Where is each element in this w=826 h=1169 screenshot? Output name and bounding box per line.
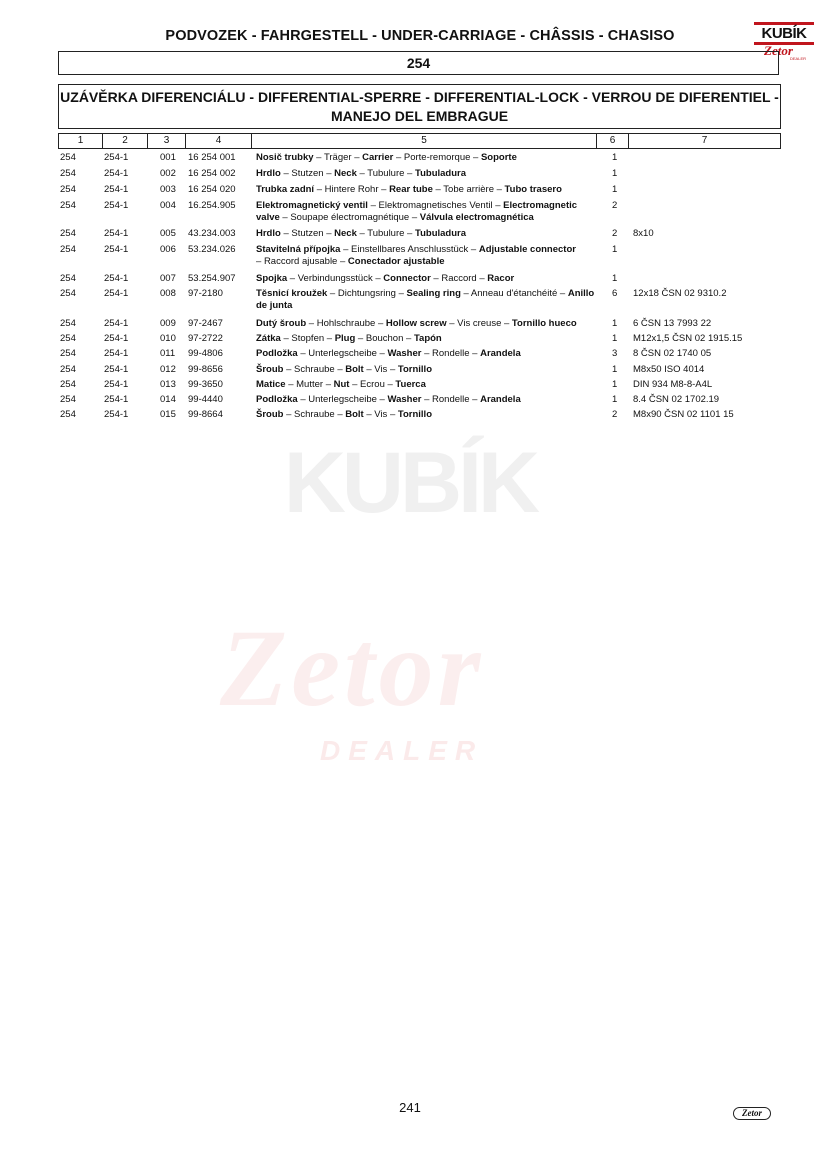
description-de: Unterlegscheibe [308,394,377,405]
description-en: Washer [387,348,422,359]
cell-position: 010 [160,333,176,344]
cell-group: 254 [60,364,76,375]
cell-quantity: 1 [612,168,618,179]
cell-quantity: 1 [612,333,618,344]
description-fr: Vis [374,409,388,420]
cell-group: 254 [60,152,76,163]
description-es: Soporte [480,152,517,163]
description-fr: Ecrou [360,379,385,390]
cell-quantity: 1 [612,364,618,375]
description-fr: Anneau d'étanchéité [470,288,558,299]
column-header-1: 1 [59,134,103,148]
description-es: Arandela [480,394,521,405]
cell-part-number: 97-2180 [188,288,223,299]
cell-description: Dutý šroub – Hohlschraube – Hollow screw – Vis creuse – Tornillo hueco [256,318,577,329]
cell-description: Zátka – Stopfen – Plug – Bouchon – Tapón [256,333,442,344]
cell-quantity: 1 [612,379,618,390]
description-cz: Hrdlo [256,228,281,239]
cell-quantity: 1 [612,273,618,284]
description-de: Mutter [296,379,324,390]
description-cz: Těsnicí kroužek [256,288,328,299]
cell-group: 254 [60,228,76,239]
cell-position: 002 [160,168,176,179]
description-cz: Elektromagnetický ventil [256,200,368,211]
dealer-logo-text: DEALER [790,56,807,61]
cell-group: 254 [60,168,76,179]
description-de: Hohlschraube [316,318,376,329]
cell-part-number: 16 254 002 [188,168,236,179]
cell-group: 254 [60,379,76,390]
cell-quantity: 2 [612,228,618,239]
description-cz: Hrdlo [256,168,281,179]
cell-description: Hrdlo – Stutzen – Neck – Tubulure – Tubuladura [256,168,467,179]
description-de: Schraube [294,409,335,420]
cell-note: 8.4 ČSN 02 1702.19 [633,394,720,405]
cell-position: 014 [160,394,176,405]
page-title: PODVOZEK - FAHRGESTELL - UNDER-CARRIAGE - CHÂSSIS - CHASISO [165,28,675,44]
description-en: Neck [334,168,357,179]
cell-group: 254 [60,244,76,255]
description-cz: Zátka [256,333,281,344]
description-fr: Bouchon [365,333,404,344]
cell-description: Šroub – Schraube – Bolt – Vis – Tornillo [256,409,432,420]
cell-position: 009 [160,318,176,329]
cell-part-number: 97-2467 [188,318,223,329]
cell-quantity: 1 [612,318,618,329]
cell-part-number: 99-3650 [188,379,223,390]
description-cz: Šroub [256,409,284,420]
cell-part-number: 16.254.905 [188,200,236,211]
description-es: Arandela [480,348,521,359]
cell-subgroup: 254-1 [104,288,129,299]
description-en: Neck [334,228,357,239]
cell-subgroup: 254-1 [104,273,129,284]
description-en: Connector [383,273,431,284]
description-cz: Dutý šroub [256,318,307,329]
description-en: Washer [387,394,422,405]
description-de: Stopfen [291,333,325,344]
cell-description: Nosič trubky – Träger – Carrier – Porte-remorque – Soporte [256,152,517,163]
description-es: Racor [487,273,515,284]
description-de: Stutzen [291,168,324,179]
cell-group: 254 [60,200,76,211]
zetor-logo-text: Zetor [764,43,793,58]
cell-part-number: 99-8664 [188,409,223,420]
cell-part-number: 16 254 001 [188,152,236,163]
cell-position: 006 [160,244,176,255]
cell-part-number: 97-2722 [188,333,223,344]
watermark-kubik: KUBÍK [283,435,537,531]
description-en: Adjustable connector [478,244,576,255]
description-fr: Tubulure [367,228,405,239]
description-fr: Tobe arrière [443,184,494,195]
cell-position: 005 [160,228,176,239]
cell-subgroup: 254-1 [104,318,129,329]
cell-description: Matice – Mutter – Nut – Ecrou – Tuerca [256,379,426,390]
description-en: Bolt [345,364,364,375]
cell-quantity: 3 [612,348,618,359]
description-de: Träger [323,152,352,163]
cell-note: 12x18 ČSN 02 9310.2 [633,288,727,299]
cell-group: 254 [60,318,76,329]
section-title: UZÁVĚRKA DIFERENCIÁLU - DIFFERENTIAL-SPERRE - DIFFERENTIAL-LOCK - VERROU DE DIFERENTIEL - MANEJO DEL EMBRAGUE [58,84,781,129]
cell-quantity: 1 [612,394,618,405]
description-en: Electromagnetic valve [256,200,578,223]
column-header [58,133,781,149]
cell-description: Stavitelná přípojka – Einstellbares Anschlusstück – Adjustable connector – Raccord ajusable – Conectador ajustable [256,244,576,267]
cell-description: Podložka – Unterlegscheibe – Washer – Rondelle – Arandela [256,394,521,405]
description-es: Tornillo [397,409,432,420]
cell-position: 012 [160,364,176,375]
cell-subgroup: 254-1 [104,348,129,359]
description-fr: Vis [374,364,388,375]
cell-group: 254 [60,409,76,420]
cell-quantity: 2 [612,409,618,420]
cell-subgroup: 254-1 [104,184,129,195]
column-header-3: 3 [148,134,186,148]
description-es: Tapón [413,333,442,344]
cell-position: 007 [160,273,176,284]
description-es: Conectador ajustable [347,256,445,267]
description-fr: Porte-remorque [403,152,471,163]
cell-quantity: 1 [612,244,618,255]
cell-note: M12x1,5 ČSN 02 1915.15 [633,333,743,344]
description-de: Elektromagnetisches Ventil [378,200,493,211]
description-fr: Raccord [441,273,477,284]
cell-position: 008 [160,288,176,299]
cell-position: 001 [160,152,176,163]
description-fr: Rondelle [432,394,470,405]
description-es: Tornillo [397,364,432,375]
description-es: Tubuladura [414,228,467,239]
cell-position: 011 [160,348,176,359]
cell-group: 254 [60,288,76,299]
cell-note: 6 ČSN 13 7993 22 [633,318,712,329]
zetor-footer-logo: Zetor [733,1107,771,1120]
group-number: 254 [58,51,779,75]
cell-part-number: 53.254.907 [188,273,236,284]
description-fr: Soupape électromagnétique [290,212,410,223]
description-en: Sealing ring [406,288,461,299]
cell-part-number: 99-8656 [188,364,223,375]
cell-note: M8x50 ISO 4014 [633,364,705,375]
description-de: Hintere Rohr [324,184,379,195]
description-en: Hollow screw [385,318,447,329]
column-header-6: 6 [597,134,629,148]
cell-subgroup: 254-1 [104,379,129,390]
description-cz: Trubka zadní [256,184,315,195]
description-cz: Podložka [256,348,298,359]
cell-subgroup: 254-1 [104,152,129,163]
description-es: Tubo trasero [504,184,562,195]
cell-subgroup: 254-1 [104,409,129,420]
description-de: Dichtungsring [337,288,396,299]
cell-note: 8x10 [633,228,654,239]
description-es: Tubuladura [414,168,467,179]
cell-part-number: 16 254 020 [188,184,236,195]
cell-position: 004 [160,200,176,211]
description-de: Schraube [294,364,335,375]
description-fr: Tubulure [367,168,405,179]
description-en: Plug [334,333,356,344]
cell-note: 8 ČSN 02 1740 05 [633,348,712,359]
description-fr: Rondelle [432,348,470,359]
description-cz: Nosič trubky [256,152,314,163]
description-en: Rear tube [389,184,433,195]
cell-group: 254 [60,394,76,405]
column-header-5: 5 [252,134,597,148]
cell-position: 013 [160,379,176,390]
cell-description: Trubka zadní – Hintere Rohr – Rear tube – Tobe arrière – Tubo trasero [256,184,562,195]
description-cz: Šroub [256,364,284,375]
column-header-2: 2 [103,134,148,148]
cell-subgroup: 254-1 [104,228,129,239]
cell-subgroup: 254-1 [104,168,129,179]
description-de: Unterlegscheibe [308,348,377,359]
cell-description: Šroub – Schraube – Bolt – Vis – Tornillo [256,364,432,375]
cell-position: 003 [160,184,176,195]
column-header-4: 4 [186,134,252,148]
watermark-dealer: DEALER [320,735,484,766]
description-en: Nut [333,379,350,390]
cell-position: 015 [160,409,176,420]
description-cz: Stavitelná přípojka [256,244,341,255]
description-es: Válvula electromagnética [419,212,534,223]
cell-description: Podložka – Unterlegscheibe – Washer – Rondelle – Arandela [256,348,521,359]
watermark-zetor: Zetor [220,607,485,729]
cell-subgroup: 254-1 [104,394,129,405]
cell-subgroup: 254-1 [104,244,129,255]
cell-group: 254 [60,333,76,344]
cell-quantity: 2 [612,200,618,211]
description-de: Stutzen [291,228,324,239]
cell-group: 254 [60,273,76,284]
cell-part-number: 43.234.003 [188,228,236,239]
description-fr: Raccord ajusable [263,256,338,267]
cell-group: 254 [60,184,76,195]
description-cz: Podložka [256,394,298,405]
description-de: Verbindungsstück [297,273,373,284]
cell-quantity: 1 [612,184,618,195]
cell-part-number: 99-4440 [188,394,223,405]
cell-quantity: 1 [612,152,618,163]
cell-group: 254 [60,348,76,359]
kubik-zetor-watermark [180,395,640,785]
cell-description: Těsnicí kroužek – Dichtungsring – Sealing ring – Anneau d'étanchéité – Anillo de junta [256,288,595,311]
cell-quantity: 6 [612,288,618,299]
cell-part-number: 99-4806 [188,348,223,359]
description-es: Tornillo hueco [511,318,577,329]
cell-subgroup: 254-1 [104,200,129,211]
cell-description: Spojka – Verbindungsstück – Connector – Raccord – Racor [256,273,515,284]
kubik-zetor-logo [754,12,814,61]
description-es: Tuerca [395,379,426,390]
description-fr: Vis creuse [457,318,502,329]
cell-note: M8x90 ČSN 02 1101 15 [633,409,734,420]
description-cz: Spojka [256,273,288,284]
column-header-7: 7 [701,135,708,146]
cell-description: Hrdlo – Stutzen – Neck – Tubulure – Tubuladura [256,228,467,239]
kubik-logo-text: KUBÍK [754,22,814,45]
description-en: Bolt [345,409,364,420]
description-de: Einstellbares Anschlusstück [351,244,469,255]
page-number: 241 [399,1100,421,1115]
description-es: Anillo de junta [256,288,595,311]
cell-subgroup: 254-1 [104,333,129,344]
cell-note: DIN 934 M8-8-A4L [633,379,713,390]
cell-description: Elektromagnetický ventil – Elektromagnetisches Ventil – Electromagnetic valve – Soupape électromagnétique – Válvula electromagnética [256,200,578,223]
description-cz: Matice [256,379,286,390]
cell-part-number: 53.234.026 [188,244,236,255]
cell-subgroup: 254-1 [104,364,129,375]
description-en: Carrier [362,152,394,163]
